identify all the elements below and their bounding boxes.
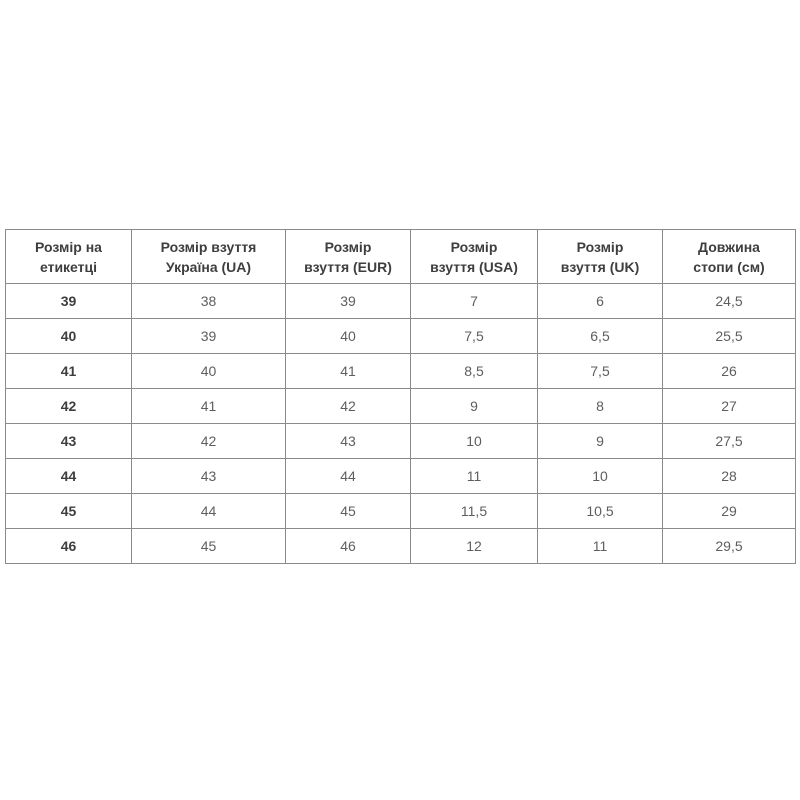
size-value-cell: 43 bbox=[286, 424, 411, 459]
size-value-cell: 7 bbox=[411, 284, 538, 319]
size-value-cell: 11,5 bbox=[411, 494, 538, 529]
size-value-cell: 39 bbox=[132, 319, 286, 354]
size-value-cell: 42 bbox=[286, 389, 411, 424]
size-value-cell: 41 bbox=[132, 389, 286, 424]
size-value-cell: 27 bbox=[663, 389, 796, 424]
table-row bbox=[6, 389, 796, 424]
header-line: Розмір bbox=[324, 238, 372, 255]
size-value-cell: 9 bbox=[538, 424, 663, 459]
size-value-cell: 45 bbox=[286, 494, 411, 529]
size-value-cell: 25,5 bbox=[663, 319, 796, 354]
size-label-cell: 44 bbox=[6, 459, 132, 494]
table-row bbox=[6, 529, 796, 564]
size-value-cell: 46 bbox=[286, 529, 411, 564]
header-line: взуття (UK) bbox=[560, 258, 640, 275]
header-line: стопи (см) bbox=[693, 258, 765, 275]
col-header-label-size bbox=[6, 230, 132, 284]
size-value-cell: 44 bbox=[132, 494, 286, 529]
col-header-eur-size bbox=[286, 230, 411, 284]
size-value-cell: 11 bbox=[411, 459, 538, 494]
table-row bbox=[6, 354, 796, 389]
size-value-cell: 29,5 bbox=[663, 529, 796, 564]
header-line: взуття (EUR) bbox=[304, 258, 392, 275]
size-value-cell: 43 bbox=[132, 459, 286, 494]
header-line: Розмір bbox=[576, 238, 624, 255]
size-value-cell: 10,5 bbox=[538, 494, 663, 529]
table-row bbox=[6, 284, 796, 319]
header-line: Розмір на bbox=[35, 238, 102, 255]
size-value-cell: 6 bbox=[538, 284, 663, 319]
header-line: Розмір bbox=[450, 238, 498, 255]
size-value-cell: 24,5 bbox=[663, 284, 796, 319]
size-value-cell: 42 bbox=[132, 424, 286, 459]
size-value-cell: 45 bbox=[132, 529, 286, 564]
size-label-cell: 39 bbox=[6, 284, 132, 319]
header-line: Розмір взуття bbox=[160, 238, 257, 255]
header-row bbox=[6, 230, 796, 284]
size-label-cell: 46 bbox=[6, 529, 132, 564]
size-value-cell: 28 bbox=[663, 459, 796, 494]
size-value-cell: 40 bbox=[132, 354, 286, 389]
size-value-cell: 11 bbox=[538, 529, 663, 564]
col-header-usa-size bbox=[411, 230, 538, 284]
table-row bbox=[6, 319, 796, 354]
header-line: Довжина bbox=[698, 238, 760, 255]
table-row bbox=[6, 424, 796, 459]
size-value-cell: 10 bbox=[538, 459, 663, 494]
size-value-cell: 8,5 bbox=[411, 354, 538, 389]
header-line: етикетці bbox=[39, 258, 98, 275]
size-label-cell: 42 bbox=[6, 389, 132, 424]
size-value-cell: 9 bbox=[411, 389, 538, 424]
size-value-cell: 27,5 bbox=[663, 424, 796, 459]
size-label-cell: 45 bbox=[6, 494, 132, 529]
size-value-cell: 29 bbox=[663, 494, 796, 529]
size-value-cell: 44 bbox=[286, 459, 411, 494]
size-value-cell: 12 bbox=[411, 529, 538, 564]
table-row bbox=[6, 459, 796, 494]
size-label-cell: 41 bbox=[6, 354, 132, 389]
col-header-uk-size bbox=[538, 230, 663, 284]
size-value-cell: 10 bbox=[411, 424, 538, 459]
table-header bbox=[6, 230, 796, 284]
size-value-cell: 6,5 bbox=[538, 319, 663, 354]
size-label-cell: 40 bbox=[6, 319, 132, 354]
size-value-cell: 8 bbox=[538, 389, 663, 424]
col-header-ua-size bbox=[132, 230, 286, 284]
size-value-cell: 41 bbox=[286, 354, 411, 389]
size-value-cell: 40 bbox=[286, 319, 411, 354]
size-value-cell: 38 bbox=[132, 284, 286, 319]
table-row bbox=[6, 494, 796, 529]
table-body bbox=[6, 284, 796, 564]
size-value-cell: 26 bbox=[663, 354, 796, 389]
col-header-foot-length bbox=[663, 230, 796, 284]
size-value-cell: 39 bbox=[286, 284, 411, 319]
shoe-size-table bbox=[5, 229, 796, 564]
size-value-cell: 7,5 bbox=[411, 319, 538, 354]
size-label-cell: 43 bbox=[6, 424, 132, 459]
header-line: Україна (UA) bbox=[165, 258, 252, 275]
size-value-cell: 7,5 bbox=[538, 354, 663, 389]
header-line: взуття (USA) bbox=[430, 258, 518, 275]
